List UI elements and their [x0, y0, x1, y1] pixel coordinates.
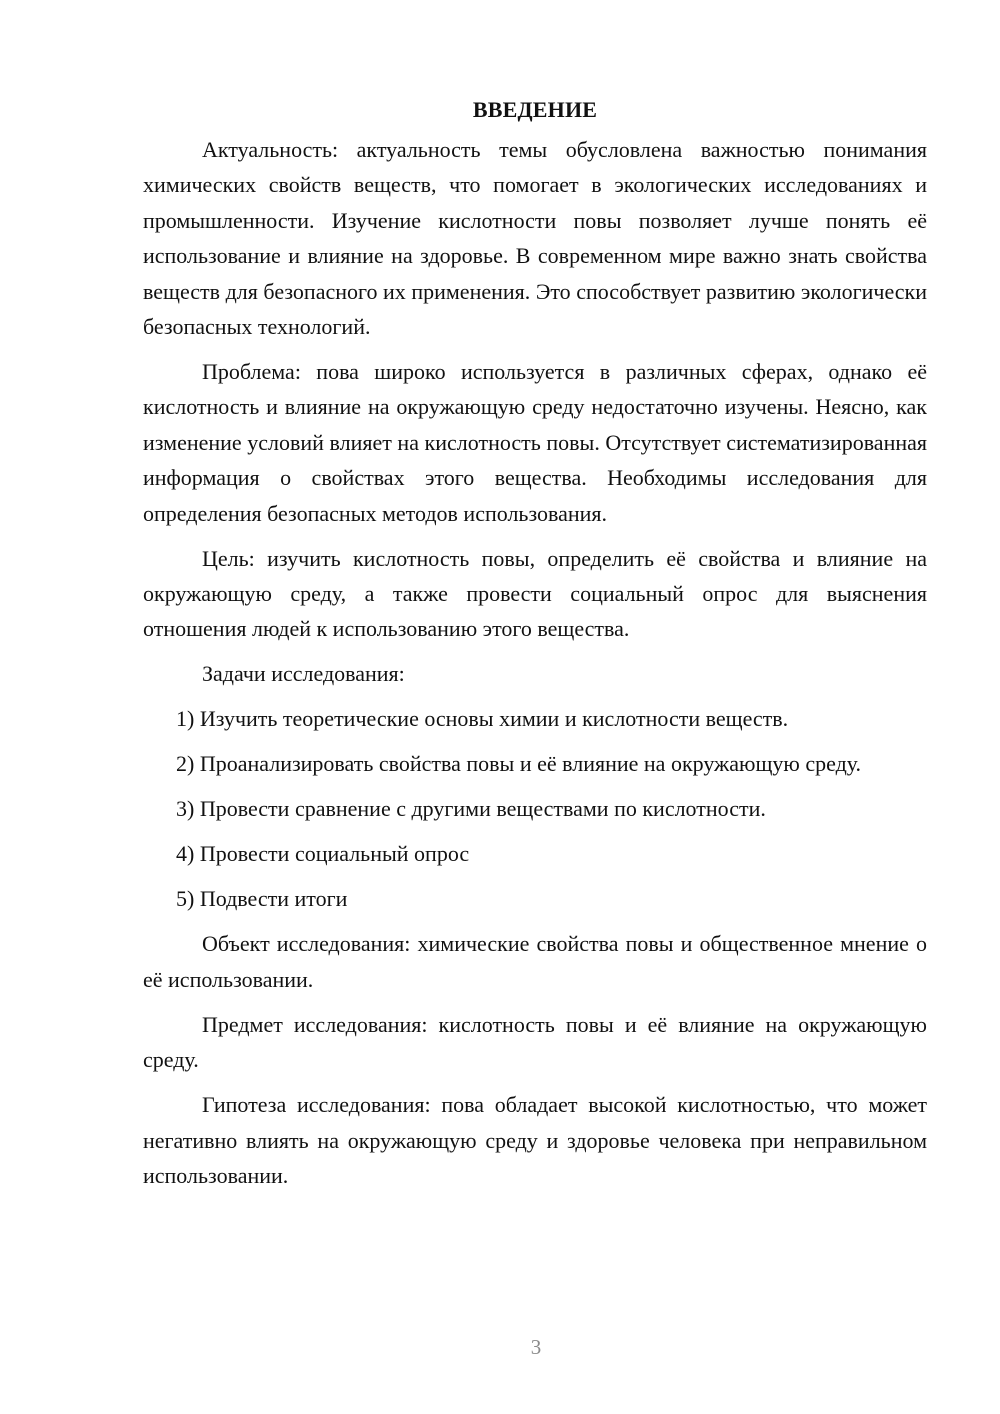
- paragraph-object: Объект исследования: химические свойства повы и общественное мнение о её использовании.: [143, 931, 927, 992]
- list-item: 5) Подвести итоги: [176, 886, 348, 912]
- paragraph-relevance: Актуальность: актуальность темы обусловлена важностью понимания химических свойств веществ, что помогает в экологических исследованиях и промышленности. Изучение кислотности повы позволяет лучше понять её использование и влияние на здоровье. В современном мире важно знать свойства веществ для безопасного их применения. Это способствует развитию экологически безопасных технологий.: [143, 137, 927, 340]
- paragraph-hypothesis: Гипотеза исследования: пова обладает высокой кислотностью, что может негативно влиять на окружающую среду и здоровье человека при неправильном использовании.: [143, 1092, 927, 1189]
- tasks-title: Задачи исследования:: [202, 661, 405, 687]
- page-content: [143, 92, 927, 1203]
- paragraph-subject: Предмет исследования: кислотность повы и её влияние на окружающую среду.: [143, 1011, 927, 1073]
- list-item: 2) Проанализировать свойства повы и её влияние на окружающую среду.: [176, 751, 862, 777]
- list-item: 1) Изучить теоретические основы химии и кислотности веществ.: [176, 706, 789, 732]
- paragraph-problem: Проблема: пова широко используется в различных сферах, однако её кислотность и влияние на окружающую среду недостаточно изучены. Неясно, как изменение условий влияет на кислотность повы. Отсутствует систематизированная информация о свойствах этого вещества. Необходимы исследования для определения безопасных методов использования.: [143, 359, 927, 526]
- paragraph-goal: Цель: изучить кислотность повы, определить её свойства и влияние на окружающую среду, а также провести социальный опрос для выяснения отношения людей к использованию этого вещества.: [143, 545, 927, 642]
- page-number: 3: [530, 1335, 542, 1359]
- list-item: 3) Провести сравнение с другими веществами по кислотности.: [176, 796, 766, 822]
- tasks-list: [143, 701, 927, 916]
- section-heading: ВВЕДЕНИЕ: [472, 97, 598, 122]
- list-item: 4) Провести социальный опрос: [176, 841, 470, 867]
